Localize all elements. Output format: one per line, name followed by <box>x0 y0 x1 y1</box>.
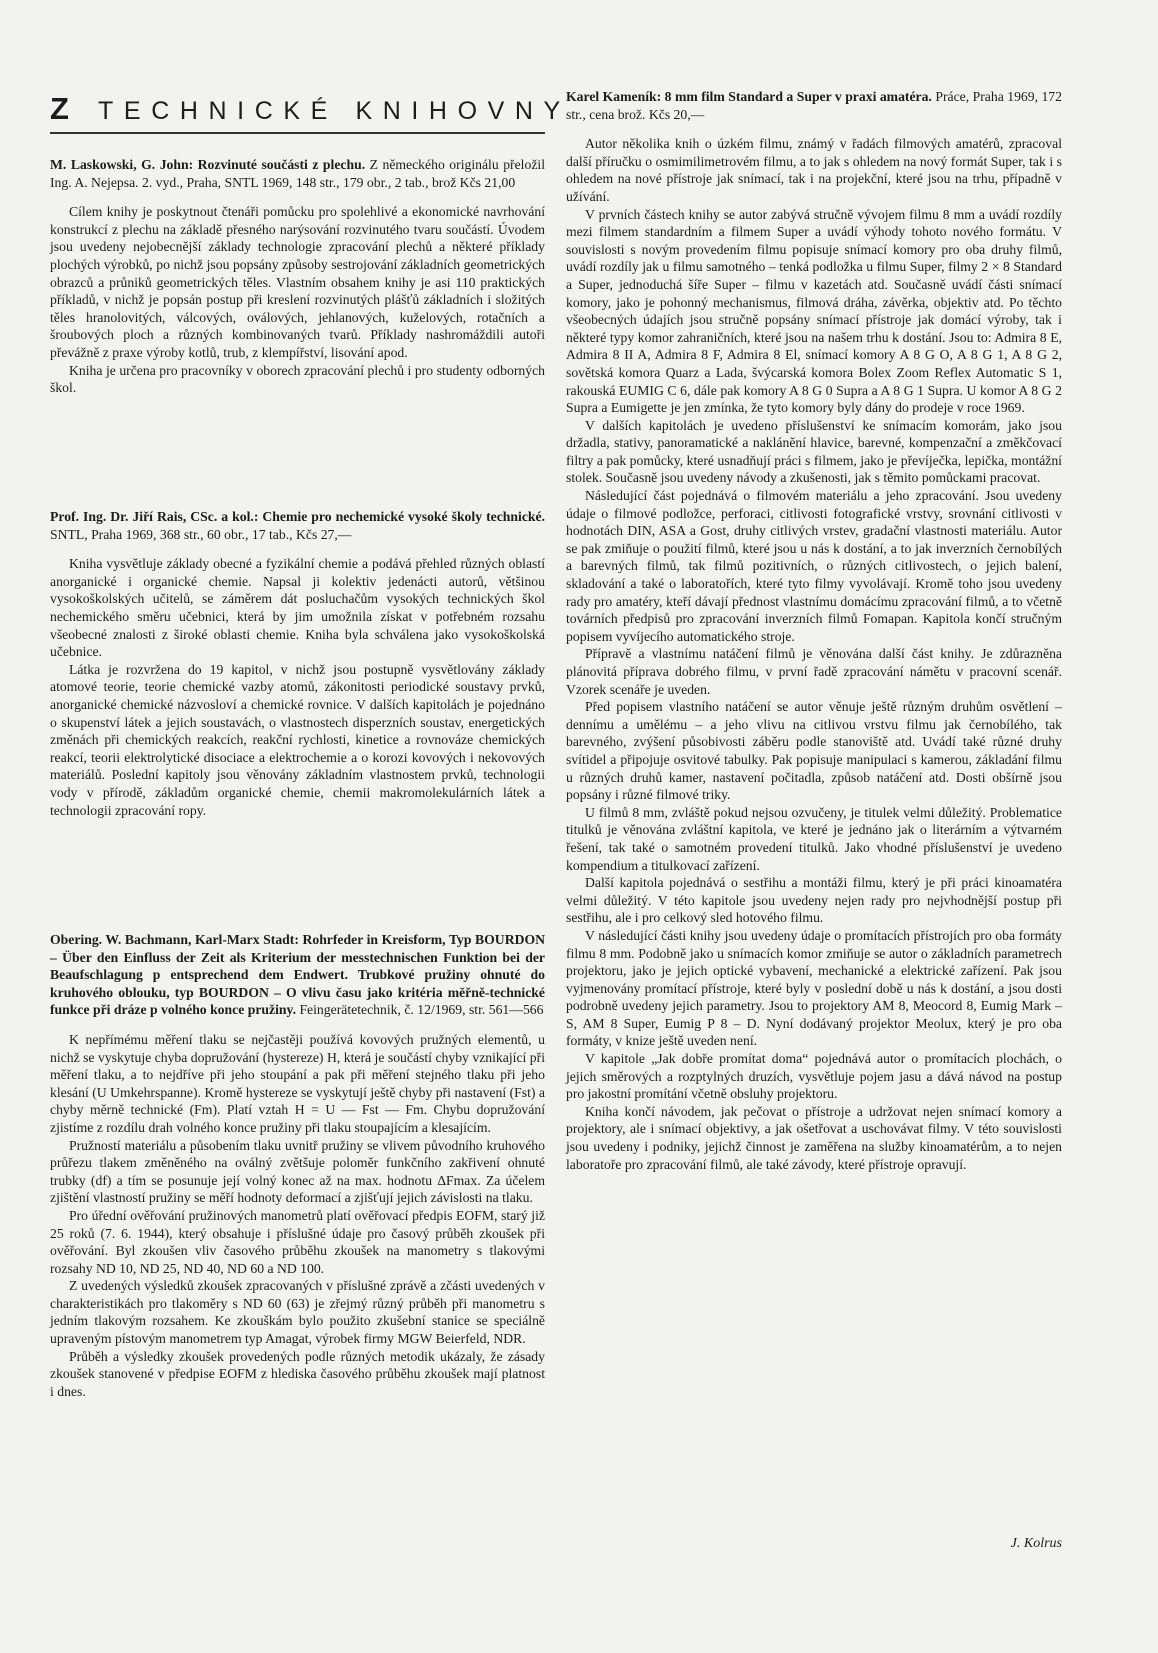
review-paragraph: Před popisem vlastního natáčení se autor věnuje ještě různým druhům osvětlení – dennímu a umělému – a jeho vlivu na citlivou vrstvu filmu jak černobílého, tak barevného, zvýšení působivosti záběru podle stanoviště atd. Uvádí také různé druhy svítidel a připojuje osvitové tabulky. Pak popisuje manipulaci s kamerou, základání filmu u různých druhů kamer, nastavení počitadla, způsob natáčení atd. Dosti obšírně jsou popsány i různé filmové triky. <box>566 699 1062 803</box>
bibliographic-citation <box>566 88 1062 123</box>
citation-details: Feingerätetechnik, č. 12/1969, str. 561—566 <box>296 1002 544 1018</box>
citation-details: Z německého originálu přeložil Ing. A. Nejepsa. 2. vyd., Praha, SNTL 1969, 148 str., 179 obr., 2 tab., brož Kčs 21,00 <box>50 157 546 190</box>
review-paragraph: Následující část pojednává o filmovém materiálu a jeho zpracování. Jsou uvedeny údaje o filmové podložce, perforaci, citlivosti fotografické vrstvy, srovnání citlivosti v hodnotách DIN, ASA a Gost, druhy citlivých vrstev, gradační vlastnosti materiálu. Autor se pak zmiňuje o použití filmů, které jsou u nás k dostání, a to jak inverzních černobílých a barevných filmů, tak filmů pozitivních, o různých citlivostech, o jejich balení, skladování a také o laboratořích, které tyto filmy vyvolávají. Kromě toho jsou uvedeny rady pro amatéry, kteří dávají přednost vlastnímu domácímu zpracování filmů, a to včetně továrních předpisů pro zpracování inverzních filmů Fomapan. Kapitola končí stručným popisem vyvíjecího automatického stroje. <box>566 488 1062 644</box>
citation-author-title: Prof. Ing. Dr. Jiří Rais, CSc. a kol.: Chemie pro nechemické vysoké školy technické. <box>50 509 545 524</box>
review-paragraph: Pro úřední ověřování pružinových manometrů platí ověřovací předpis EOFM, starý již 25 roků (7. 6. 1944), který obsahuje i příslušné údaje pro časový průběh zkoušek při ověřování. Byl zkoušen vliv časového průběhu zkoušek na manometry s tlakovými rozsahy ND 10, ND 25, ND 40, ND 60 a ND 100. <box>50 1207 545 1276</box>
bibliographic-citation <box>50 931 545 1019</box>
bibliographic-citation <box>50 508 545 543</box>
review-paragraph: Kniha vysvětluje základy obecné a fyzikální chemie a podává přehled různých oblastí anorganické i organické chemie. Napsal ji kolektiv jedenácti autorů, většinou vysokoškolských učitelů, se záměrem dát posluchačům vysokých technických škol nechemického směru učebnici, která by jim umožnila získat v potřebném rozsahu všeobecné znalosti z široké oblasti chemie. Kniha byla schválena jako vysokoškolská učebnice. <box>50 556 545 660</box>
review-paragraph: Cílem knihy je poskytnout čtenáři pomůcku pro spolehlivé a ekonomické navrhování konstrukcí z plechu na základě přesného narýsování rozvinutého tvaru součástí. Úvodem jsou uvedeny nejobecnější základy technologie zpracování plechů a některé příklady plochých výrobků, po nichž jsou popsány způsoby sestrojování základních geometrických obrazců a průniků geometrických těles. Vlastním obsahem knihy je asi 110 praktických příkladů, v nichž je popsán postup při kreslení rozvinutých plášťů základních i složitých těles hranolovitých, válcových, oválových, jehlanových, kuželových, rotačních a šroubových ploch a různých kombinovaných tvarů. Příklady nashromáždili autoři převážně z praxe výroby kotlů, trub, z klempířství, lisování apod. <box>50 204 545 360</box>
review-paragraph: Kniha končí návodem, jak pečovat o přístroje a udržovat nejen snímací komory a projektory, ale i snímací objektivy, a jak ošetřovat a uschovávat filmy. V této souvislosti jsou uvedeny i podniky, jejichž činnost je zaměřena na služby kinoamatérům, a to nejen laboratoře pro zpracování filmů, ale také závody, které přístroje opravují. <box>566 1103 1062 1172</box>
review-kamenik <box>566 88 1062 1173</box>
review-paragraph: V následující části knihy jsou uvedeny údaje o promítacích přístrojích pro oba formáty filmu 8 mm. Podobně jako u snímacích komor zmiňuje se autor o základních parametrech projektoru, jako je jejich optické vybavení, mechanické a elektrické zařízení. Pak jsou vyjmenovány promítací přístroje, které byly v poslední době u nás k dostání, a jsou dosti podrobně uvedeny jejich parametry. Jsou to projektory AM 8, Meocord 8, Eumig Mark – S, AM 8 Super, Eumig P 8 – D. Nyní dodávaný projektor Meolux, který je pro oba formáty, v knize ještě uveden není. <box>566 927 1062 1049</box>
review-paragraph: Průběh a výsledky zkoušek provedených podle různých metodik ukázaly, že zásady zkoušek stanovené v předpise EOFM z hlediska časového průběhu zkoušek mají platnost i dnes. <box>50 1348 545 1399</box>
section-heading-initial: Z <box>50 91 81 126</box>
citation-author-title: M. Laskowski, G. John: Rozvinuté součásti z plechu. <box>50 157 366 172</box>
reviewer-signature: J. Kolrus <box>1010 1536 1062 1551</box>
citation-author-title: Karel Kameník: 8 mm film Standard a Super v praxi amatéra. <box>566 89 932 104</box>
review-paragraph: V kapitole „Jak dobře promítat doma“ pojednává autor o promítacích plochách, o jejich směrových a rozptylných druzích, vysvětluje pojem jasu a dává návod na postup pro jakostní promítání včetně obsluhy projektoru. <box>566 1051 1062 1102</box>
review-paragraph: Látka je rozvržena do 19 kapitol, v nichž jsou postupně vysvětlovány základy atomové teorie, teorie chemické vazby atomů, zákonitosti periodické soustavy prvků, anorganické chemické názvosloví a chemické rovnice. V dalších kapitolách je pojednáno o skupenství látek a jejich soustavách, o vlastnostech disperzních soustav, energetických změnách při chemických reakcích, reakční rychlosti, kinetice a rovnováze chemických reakcí, teorii elektrolytické disociace a elektrochemie a o korozi kovových i nekovových materiálů. Poslední kapitoly jsou věnovány základním vlastnostem prvků, technologii vody v přírodě, základům organické chemie, chemii makromolekulárních látek a technologii zpracování ropy. <box>50 661 545 818</box>
review-paragraph: Z uvedených výsledků zkoušek zpracovaných v příslušné zprávě a zčásti uvedených v charakteristikách pro tlakoměry s ND 60 (63) je zřejmý různý průběh při manometru s jedním tlakovým rozsahem. Ke zkouškám bylo použito zkušební stanice se speciálně upraveným pístovým manometrem typ Amagat, výrobek firmy MGW Beierfeld, NDR. <box>50 1278 545 1347</box>
heading-rule <box>50 132 545 134</box>
citation-details: SNTL, Praha 1969, 368 str., 60 obr., 17 tab., Kčs 27,— <box>50 526 352 542</box>
review-paragraph: V dalších kapitolách je uvedeno příslušenství ke snímacím komorám, jako jsou držadla, stativy, panoramatické a naklánění hlavice, barevné, kompenzační a změkčovací filtry a pak pomůcky, které usnadňují práci s filmem, jako je převíječka, lepička, montážní stolek. Současně jsou uvedeny návody a zkušenosti, jak s těmito pomůckami pracovat. <box>566 417 1062 486</box>
review-laskowski <box>50 156 545 397</box>
section-heading-rest: TECHNICKÉ KNIHOVNY <box>98 97 571 125</box>
citation-details: Práce, Praha 1969, 172 str., cena brož. Kčs 20,— <box>566 89 1062 122</box>
review-paragraph: Pružností materiálu a působením tlaku uvnitř pružiny se vlivem původního kruhového průřezu tlakem změněného na oválný zvětšuje poloměr funkčního zakřivení ohnuté trubky (df) a tím se posunuje její volný konec až na max. hodnotu ΔFmax. Za účelem zjištění vlastností pružiny se měří hodnoty deformací a zjišťují jejich závislosti na tlaku. <box>50 1137 545 1206</box>
section-heading <box>50 91 571 126</box>
review-paragraph: K nepřímému měření tlaku se nejčastěji používá kovových pružných elementů, u nichž se vyskytuje chyba dopružování (hystereze) H, která je součástí chyby vznikající při měření tlaku, a to nejdříve při jeho stoupání a pak při měření stejného tlaku při jeho klesání (U Umkehrspanne). Kromě hystereze se vyskytují ještě chyby při nastavení (Fst) a chyby měrně technické (Fm). Platí vztah H = U — Fst — Fm. Chybu dopružování zjistíme z rozdílu drah volného konce pružiny při tlaku stoupajícím a klesajícím. <box>50 1031 545 1135</box>
review-paragraph: Další kapitola pojednává o sestřihu a montáži filmu, který je při práci kinoamatéra velmi důležitý. V této kapitole jsou uvedeny nejen rady pro nejvhodnější postup při sestřihu, ale i pro celkový sled hotového filmu. <box>566 875 1062 926</box>
review-bachmann <box>50 931 545 1400</box>
review-paragraph: U filmů 8 mm, zvláště pokud nejsou ozvučeny, je titulek velmi důležitý. Problematice titulků je věnována zvláštní kapitola, ve které je jednáno jak o literárním a výtvarném řešení, tak také o samotném provedení titulků. Jako vhodné příslušenství je uvedeno kompendium a titulkovací zařízení. <box>566 804 1062 873</box>
bibliographic-citation <box>50 156 545 191</box>
review-paragraph: Kniha je určena pro pracovníky v oborech zpracování plechů i pro studenty odborných škol. <box>50 362 545 396</box>
review-paragraph: V prvních částech knihy se autor zabývá stručně vývojem filmu 8 mm a uvádí rozdíly mezi filmem standardním a filmem Super a uvádí výhody tohoto nového formátu. V souvislosti s novým provedením filmu popisuje snímací komory pro oba druhy filmů, uvádí rozdíly jak u filmu samotného – tenká podložka u filmu Super, filmy 2 × 8 Standard a Super, jednoduchá šíře Super – filmu v kazetách atd. Současně uvádí části snímací komory, jako je pohonný mechanismus, filmová dráha, závěrka, objektiv atd. Po těchto všeobecných údajích jsou stručně popsány snímací přístroje jak domácí výroby, tak i některé typy komor zahraničních, které jsou na našem trhu k dostání. Jsou to: Admira 8 E, Admira 8 II A, Admira 8 F, Admira 8 El, snímací komory A 8 G O, A 8 G 1, A 8 G 2, sovětská komora Quarz a Lada, švýcarská komora Bolex Zoom Reflex Automatic S 1, rakouská EUMIG C 6, dále pak komory A 8 G 0 Supra a A 8 G 1 Supra. U komor A 8 G 2 Supra a Eumigette je jen zmínka, že tyto komory byly dány do prodeje v roce 1969. <box>566 206 1062 416</box>
review-rais <box>50 508 545 819</box>
review-paragraph: Přípravě a vlastnímu natáčení filmů je věnována další část knihy. Je zdůrazněna plánovitá příprava dobrého filmu, v první řadě zpracování námětu v pracovní scenář. Vzorek scenáře je uveden. <box>566 646 1062 697</box>
review-paragraph: Autor několika knih o úzkém filmu, známý v řadách filmových amatérů, zpracoval další příručku o osmimilimetrovém filmu, a to jak s ohledem na nový formát Super, tak i s ohledem na nové přístroje jak snímací, tak i na projekční, které jsou na trhu, případně v užívání. <box>566 136 1062 204</box>
citation-author-title: Obering. W. Bachmann, Karl-Marx Stadt: Rohrfeder in Kreisform, Typ BOURDON – Über den Einfluss der Zeit als Kriterium der messtechnischen Funktion bei der Beaufschlagung p entsprechend dem Endwert. Trubkové pružiny ohnuté do kruhového oblouku, typ BOURDON – O vlivu času jako kritéria měřně-technické funkce při dráze p volného konce pružiny. <box>50 932 545 1018</box>
